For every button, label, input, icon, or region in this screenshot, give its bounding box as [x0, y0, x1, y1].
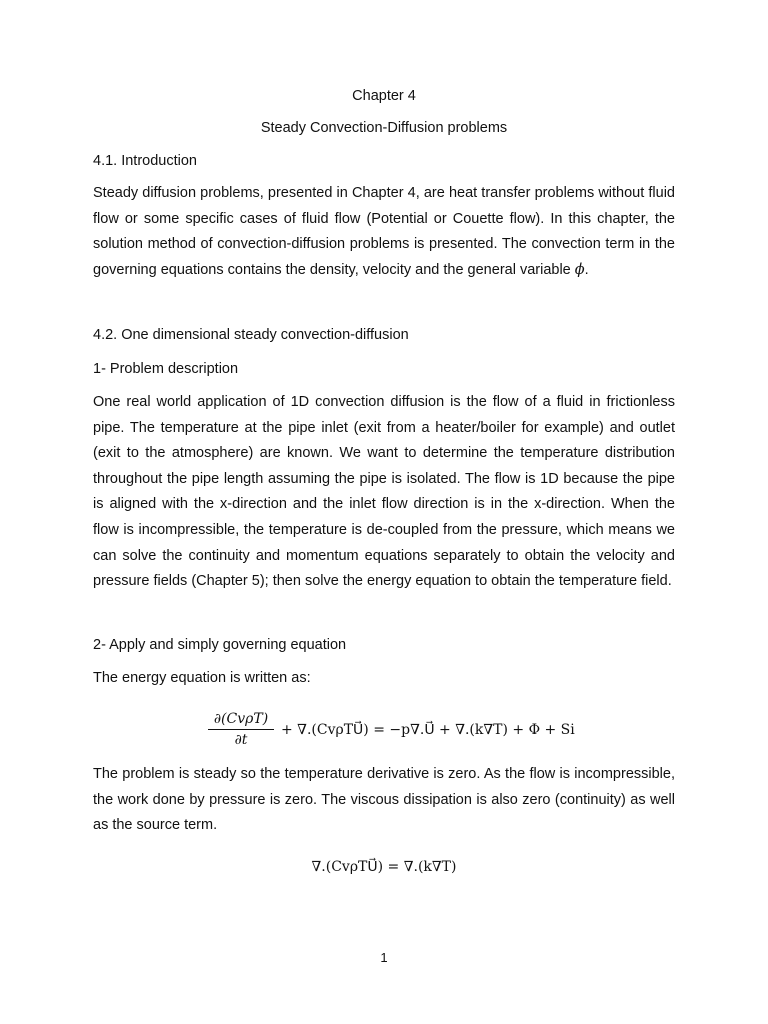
subsection-heading-apply: 2- Apply and simply governing equation [93, 637, 347, 653]
page-number: 1 [380, 950, 388, 965]
section-heading-introduction: 4.1. Introduction [93, 153, 197, 169]
chapter-label: Chapter 4 [352, 88, 416, 104]
intro-text: Steady diffusion problems, presented in Chapter 4, are heat transfer problems without fluid flow or some specific cases of fluid flow (Potential or Couette flow). In this chapter, the solution method of convection-diffusion problems is presented. The convection term in the governing equations contains the density, velocity and the general variable [93, 185, 675, 278]
simplified-equation: ∇.(CvρTU⃗) = ∇.(k∇T) [311, 859, 457, 875]
intro-end: . [584, 261, 589, 278]
chapter-title: Steady Convection-Diffusion problems [260, 120, 508, 136]
steady-paragraph: The problem is steady so the temperature derivative is zero. As the flow is incompressible, the work done by pressure is zero. The viscous dissipation is also zero (continuity) as well as the source term. [93, 766, 675, 834]
problem-paragraph: One real world application of 1D convection diffusion is the flow of a fluid in frictionless pipe. The temperature at the pipe inlet (exit from a heater/boiler for example) and outlet (exit to the atmosphere) are known. We want to determine the temperature distribution throughout the pipe length assuming the pipe is isolated. The flow is 1D because the pipe is aligned with the x-direction and the inlet flow direction is in the x-direction. When the flow is incompressible, the temperature is de-coupled from the pressure, which means we can solve the continuity and momentum equations separately to obtain the velocity and pressure fields (Chapter 5); then solve the energy equation to obtain the temperature field. [93, 394, 675, 590]
fraction-numerator: ∂(CvρT) [213, 711, 269, 727]
energy-equation-rhs: + ∇.(CvρTU⃗) = −p∇.U⃗ + ∇.(k∇T) + Φ + Si [281, 722, 575, 738]
phi-symbol: ϕ [574, 261, 585, 278]
intro-paragraph [93, 181, 675, 283]
section-heading-1d: 4.2. One dimensional steady convection-diffusion [93, 327, 409, 343]
fraction-denominator: ∂t [234, 732, 248, 748]
equation-fraction [208, 711, 274, 748]
subsection-heading-problem: 1- Problem description [93, 361, 239, 377]
energy-intro: The energy equation is written as: [93, 670, 311, 686]
